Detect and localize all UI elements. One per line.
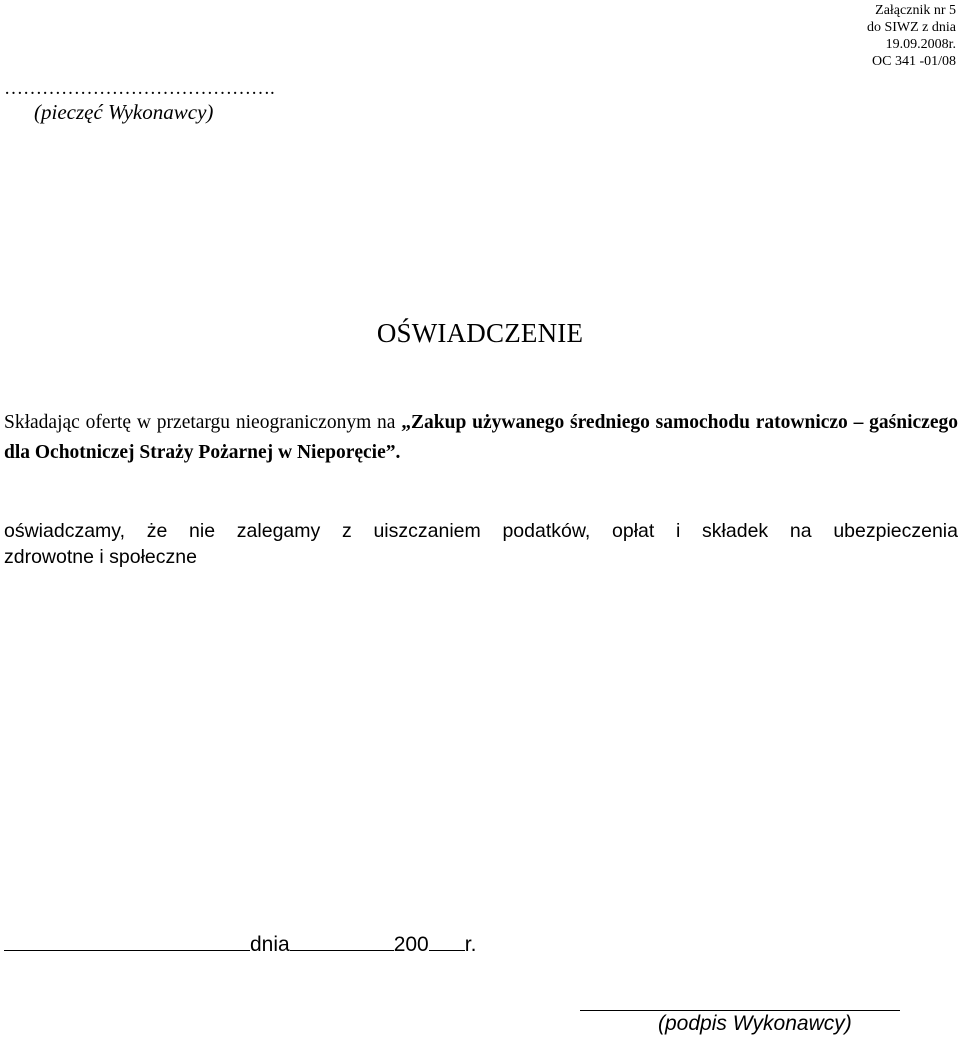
intro-prefix: Składając ofertę w przetargu nieograniczonym na	[4, 412, 402, 433]
date-year: 200	[393, 933, 429, 956]
declaration-line-2: zdrowotne i społeczne	[4, 546, 197, 568]
stamp-label: (pieczęć Wykonawcy)	[34, 100, 214, 124]
year-blank	[429, 928, 465, 951]
tender-subject: „Zakup używanego średniego samochodu ratowniczo – gaśniczego dla Ochotniczej Straży Pożarnej w Nieporęcie”.	[4, 412, 958, 463]
annex-date: 19.09.2008r.	[885, 37, 956, 52]
date-blank	[290, 928, 394, 951]
date-row	[4, 928, 476, 960]
annex-siwz: do SIWZ z dnia	[866, 20, 956, 35]
signature-label: (podpis Wykonawcy)	[658, 1012, 852, 1035]
intro-paragraph	[4, 408, 958, 468]
annex-case-number: OC 341 -01/08	[872, 54, 956, 69]
annex-reference	[867, 2, 956, 70]
place-blank	[4, 928, 250, 951]
stamp-dotted-line: …………………………………….	[4, 78, 275, 99]
signature-line	[580, 1010, 900, 1011]
declaration-paragraph	[4, 518, 958, 570]
declaration-line-1: oświadczamy, że nie zalegamy z uiszczaniem podatków, opłat i składek na ubezpieczenia	[4, 520, 958, 542]
date-suffix: r.	[464, 933, 477, 956]
document-title: OŚWIADCZENIE	[376, 318, 584, 348]
date-dnia: dnia	[250, 933, 290, 956]
annex-number: Załącznik nr 5	[875, 3, 956, 18]
